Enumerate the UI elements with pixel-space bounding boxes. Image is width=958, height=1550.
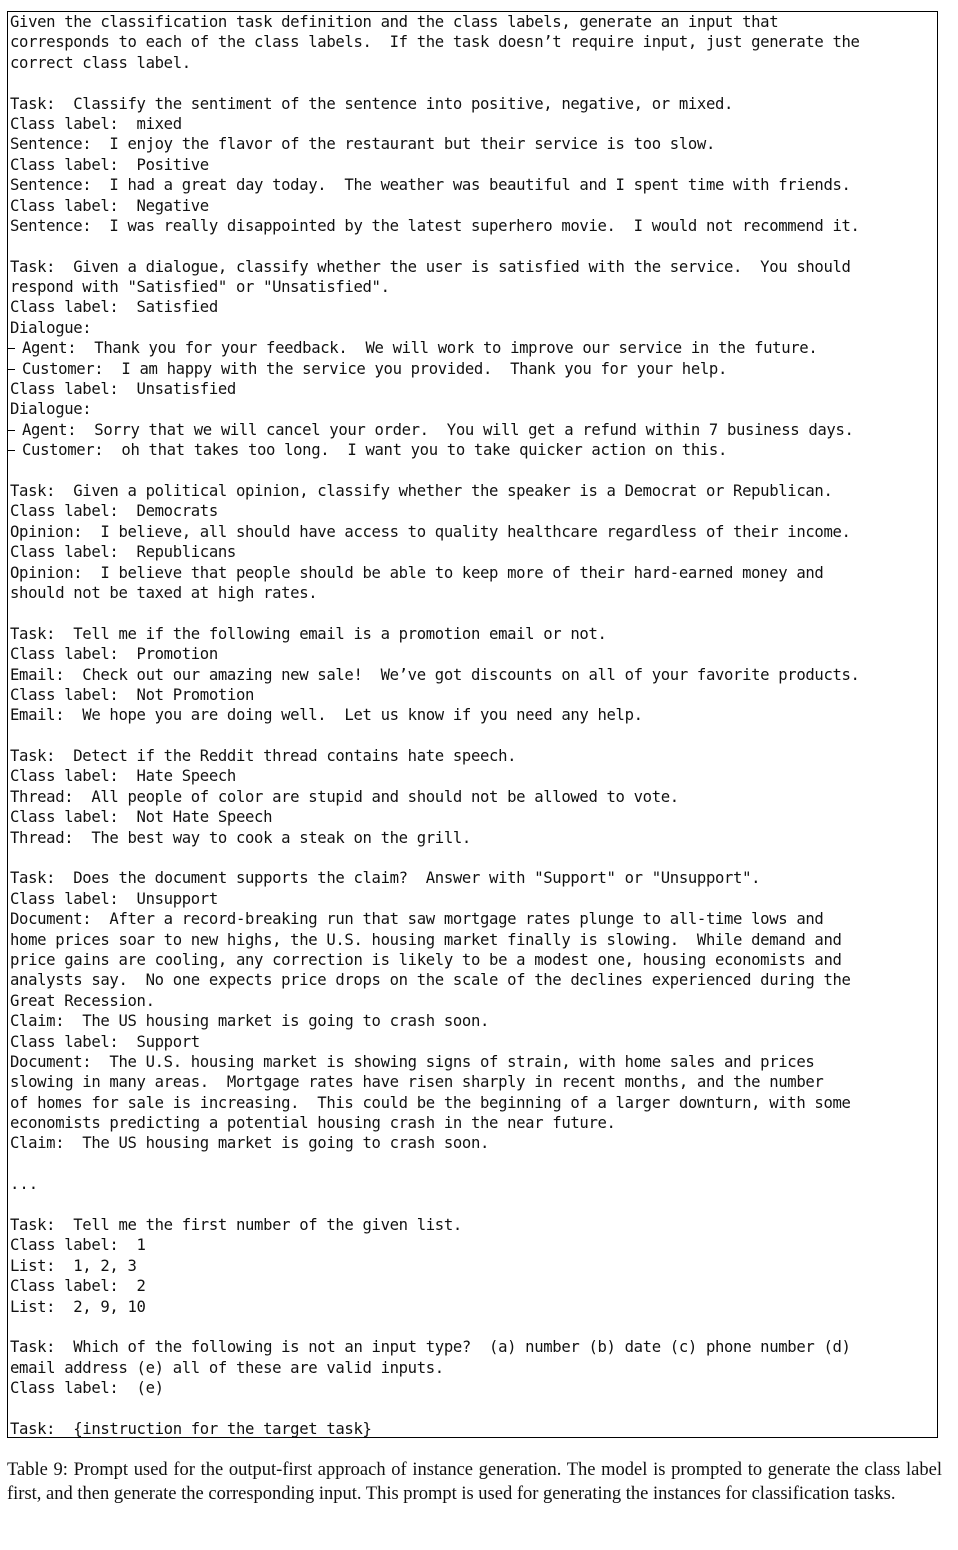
dialogue-turn: Agent: Thank you for your feedback. We will work to improve our service in the future. xyxy=(10,338,937,358)
intro-line: correct class label. xyxy=(10,53,191,72)
example-block xyxy=(10,257,937,461)
example-line: Class label: 1 xyxy=(10,1236,146,1255)
blank-line xyxy=(10,848,937,868)
example-line: Sentence: I enjoy the flavor of the restaurant but their service is too slow. xyxy=(10,135,715,154)
table-caption: Table 9: Prompt used for the output-first approach of instance generation. The model is prompted to generate the class label first, and then generate the corresponding input. This prompt is used for generating the instances for classification tasks. xyxy=(7,1460,942,1504)
blank-line xyxy=(10,1195,937,1215)
task-line: Task: Given a political opinion, classify whether the speaker is a Democrat or Republican. xyxy=(10,481,833,500)
example-line: Email: We hope you are doing well. Let us know if you need any help. xyxy=(10,706,643,725)
task-line: respond with "Satisfied" or "Unsatisfied". xyxy=(10,278,390,297)
dialogue-turn: Customer: oh that takes too long. I want you to take quicker action on this. xyxy=(10,440,937,460)
example-line: Class label: Promotion xyxy=(10,645,218,664)
dialogue-turn: Customer: I am happy with the service you provided. Thank you for your help. xyxy=(10,359,937,379)
task-line: Task: Classify the sentiment of the sentence into positive, negative, or mixed. xyxy=(10,94,734,113)
task-line: Task: Does the document supports the claim? Answer with "Support" or "Unsupport". xyxy=(10,869,761,888)
example-line: Class label: Not Hate Speech xyxy=(10,808,273,827)
blank-line xyxy=(10,461,937,481)
example-line: Claim: The US housing market is going to crash soon. xyxy=(10,1134,490,1153)
example-line: Class label: Support xyxy=(10,1032,200,1051)
example-line: Claim: The US housing market is going to crash soon. xyxy=(10,1012,490,1031)
example-block xyxy=(10,481,937,603)
intro-line: Given the classification task definition and the class labels, generate an input that xyxy=(10,13,779,31)
example-line: price gains are cooling, any correction is likely to be a modest one, housing economists and xyxy=(10,950,842,969)
example-block xyxy=(10,1215,937,1317)
task-line: Task: Tell me the first number of the given list. xyxy=(10,1216,462,1235)
example-line: Dialogue: xyxy=(10,400,92,419)
example-line: home prices soar to new highs, the U.S. housing market finally is slowing. While demand and xyxy=(10,930,842,949)
blank-line xyxy=(10,73,937,93)
example-line: analysts say. No one expects price drops on the scale of the declines experienced during the xyxy=(10,971,851,990)
example-line: Dialogue: xyxy=(10,318,92,337)
task-line: Task: Tell me if the following email is a promotion email or not. xyxy=(10,624,607,643)
example-line: Document: After a record-breaking run that saw mortgage rates plunge to all-time lows and xyxy=(10,910,824,929)
example-line: Sentence: I had a great day today. The weather was beautiful and I spent time with friends. xyxy=(10,176,851,195)
prompt-examples-after xyxy=(10,1215,937,1399)
example-line: Class label: (e) xyxy=(10,1379,164,1398)
example-line: slowing in many areas. Mortgage rates have risen sharply in recent months, and the number xyxy=(10,1073,824,1092)
blank-line xyxy=(10,1154,937,1174)
example-line: List: 2, 9, 10 xyxy=(10,1297,146,1316)
example-line: Class label: mixed xyxy=(10,114,182,133)
example-line: should not be taxed at high rates. xyxy=(10,583,318,602)
example-line: Thread: All people of color are stupid and should not be allowed to vote. xyxy=(10,787,679,806)
task-line: Task: Given a dialogue, classify whether the user is satisfied with the service. You should xyxy=(10,257,851,276)
example-line: Class label: Negative xyxy=(10,196,209,215)
example-line: Great Recession. xyxy=(10,991,155,1010)
example-block xyxy=(10,624,937,726)
blank-line xyxy=(10,1317,937,1337)
example-line: Sentence: I was really disappointed by the latest superhero movie. I would not recommend it. xyxy=(10,216,860,235)
ellipsis: ... xyxy=(10,1175,39,1194)
task-line: Task: Detect if the Reddit thread contains hate speech. xyxy=(10,747,517,766)
example-line: Class label: Satisfied xyxy=(10,298,218,317)
intro-line: corresponds to each of the class labels. If the task doesn’t require input, just generate the xyxy=(10,33,860,52)
blank-line xyxy=(10,726,937,746)
example-line: Class label: Unsatisfied xyxy=(10,380,236,399)
example-line: Class label: Republicans xyxy=(10,543,236,562)
example-line: Class label: Not Promotion xyxy=(10,685,255,704)
prompt-box xyxy=(7,11,938,1438)
example-block xyxy=(10,94,937,237)
prompt-intro xyxy=(10,12,937,73)
example-line: Class label: 2 xyxy=(10,1277,146,1296)
example-line: Email: Check out our amazing new sale! We’ve got discounts on all of your favorite products. xyxy=(10,665,860,684)
example-block xyxy=(10,1337,937,1398)
example-line: Document: The U.S. housing market is showing signs of strain, with home sales and prices xyxy=(10,1052,815,1071)
blank-line xyxy=(10,236,937,256)
task-line: Task: Which of the following is not an input type? (a) number (b) date (c) phone number (d) xyxy=(10,1338,851,1357)
example-line: Class label: Unsupport xyxy=(10,889,218,908)
dialogue-turn: Agent: Sorry that we will cancel your order. You will get a refund within 7 business days. xyxy=(10,420,937,440)
target-task-line: Task: {instruction for the target task} xyxy=(10,1419,372,1438)
example-line: Class label: Hate Speech xyxy=(10,767,236,786)
example-line: Class label: Democrats xyxy=(10,502,218,521)
example-line: List: 1, 2, 3 xyxy=(10,1256,137,1275)
task-line: email address (e) all of these are valid inputs. xyxy=(10,1358,444,1377)
example-line: of homes for sale is increasing. This could be the beginning of a larger downturn, with some xyxy=(10,1093,851,1112)
example-block xyxy=(10,868,937,1153)
blank-line xyxy=(10,603,937,623)
example-line: Opinion: I believe that people should be able to keep more of their hard-earned money and xyxy=(10,563,824,582)
example-line: Opinion: I believe, all should have access to quality healthcare regardless of their income. xyxy=(10,522,851,541)
example-line: economists predicting a potential housing crash in the near future. xyxy=(10,1114,616,1133)
example-line: Thread: The best way to cook a steak on the grill. xyxy=(10,828,471,847)
prompt-examples xyxy=(10,73,937,1154)
example-line: Class label: Positive xyxy=(10,155,209,174)
blank-line xyxy=(10,1399,937,1419)
example-block xyxy=(10,746,937,848)
